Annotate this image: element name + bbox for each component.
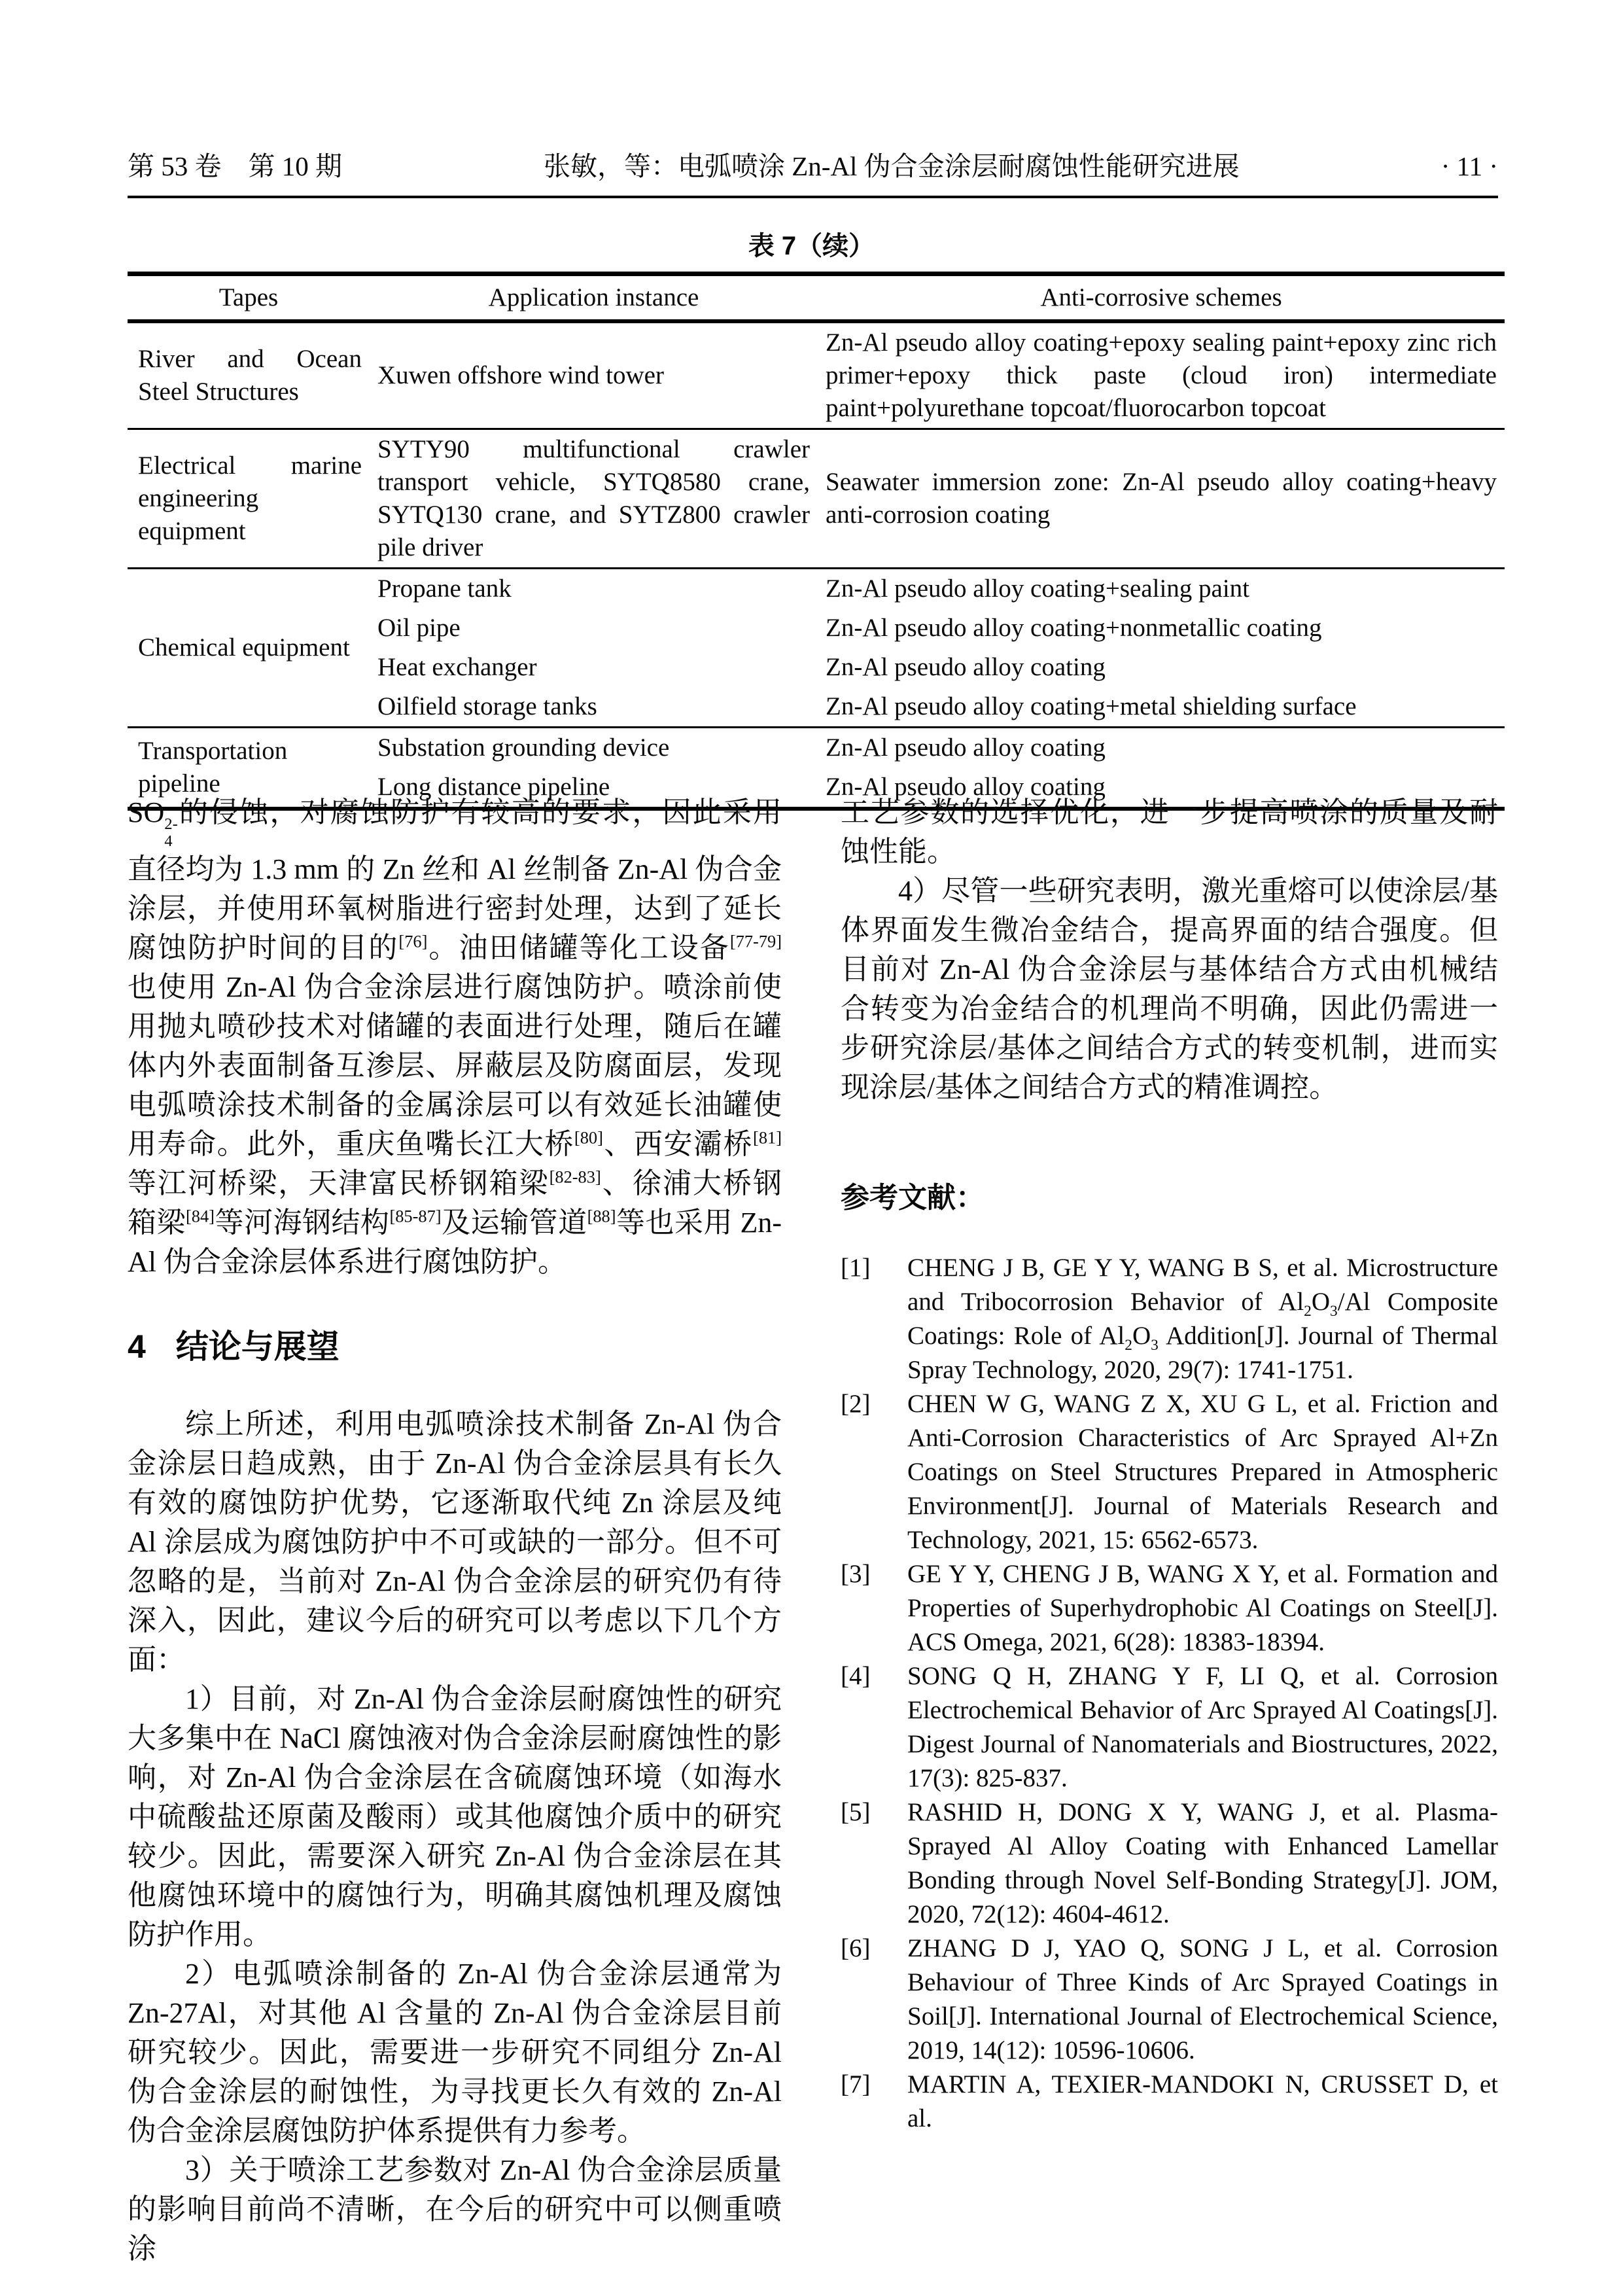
scheme-cell: Seawater immersion zone: Zn-Al pseudo alloy coating+heavy anti-corrosion coating — [818, 429, 1505, 569]
running-title: 张敏，等：电弧喷涂 Zn-Al 伪合金涂层耐腐蚀性能研究进展 — [544, 151, 1240, 181]
volume-issue: 第 53 卷 第 10 期 — [128, 151, 342, 181]
ref-number: [1] — [841, 1254, 871, 1282]
section-title: 结论与展望 — [175, 1328, 340, 1365]
scheme-cell: Zn-Al pseudo alloy coating+metal shielding surface — [826, 692, 1357, 720]
section-heading — [128, 1326, 782, 1367]
header-rule — [128, 196, 1498, 198]
instance-cell: SYTY90 multifunctional crawler transport vehicle, SYTQ8580 crane, SYTQ130 crane, and SYTZ800 crawler pile driver — [370, 429, 818, 569]
ref-text: GE Y Y, CHENG J B, WANG X Y, et al. Formation and Properties of Superhydrophobic Al Coatings on Steel[J]. ACS Omega, 2021, 6(28): 18383-18394. — [907, 1560, 1498, 1656]
reference-item — [841, 1795, 1498, 1932]
tape-cell: Chemical equipment — [128, 569, 370, 728]
ref-number: [5] — [841, 1798, 871, 1826]
reference-item — [841, 1557, 1498, 1659]
ref-text: CHEN W G, WANG Z X, XU G L, et al. Friction and Anti-Corrosion Characteristics of Arc Sprayed Al+Zn Coatings on Steel Structures Prepared in Atmospheric Environment[J]. Journal of Materials Research and Technology, 2021, 15: 6562-6573. — [907, 1390, 1498, 1554]
scheme-cell: Zn-Al pseudo alloy coating — [818, 728, 1505, 768]
tape-cell: River and Ocean Steel Structures — [128, 321, 370, 429]
scheme-cell: Zn-Al pseudo alloy coating — [826, 653, 1106, 681]
applications-table — [128, 272, 1505, 811]
tape-cell: Electrical marine engineering equipment — [128, 429, 370, 569]
scheme-cell: Zn-Al pseudo alloy coating+sealing paint — [818, 569, 1505, 609]
ref-number: [4] — [841, 1662, 871, 1690]
table-title: 表 7（续） — [748, 232, 875, 260]
instance-cell: Oilfield storage tanks — [377, 692, 597, 720]
ref-text: SONG Q H, ZHANG Y F, LI Q, et al. Corrosion Electrochemical Behavior of Arc Sprayed Al Coatings[J]. Digest Journal of Nanomaterials and Biostructures, 2022, 17(3): 825-837. — [907, 1662, 1498, 1792]
body-right-column — [841, 793, 1498, 2136]
reference-item — [841, 1387, 1498, 1557]
ref-text: ZHANG D J, YAO Q, SONG J L, et al. Corrosion Behaviour of Three Kinds of Arc Sprayed Coatings in Soil[J]. International Journal of Electrochemical Science, 2019, 14(12): 10596-10606. — [907, 1934, 1498, 2064]
reference-item — [841, 1659, 1498, 1795]
instance-cell: Long distance pipeline — [377, 773, 610, 801]
col-header-schemes: Anti-corrosive schemes — [818, 274, 1505, 322]
instance-cell: Oil pipe — [377, 614, 461, 642]
paragraph: 3）关于喷涂工艺参数对 Zn-Al 伪合金涂层质量的影响目前尚不清晰，在今后的研究中可以侧重喷涂 — [128, 2153, 782, 2265]
table-row — [128, 569, 1505, 609]
scheme-cell: Zn-Al pseudo alloy coating+epoxy sealing paint+epoxy zinc rich primer+epoxy thick paste (cloud iron) intermediate paint+polyurethane topcoat/fluorocarbon topcoat — [818, 321, 1505, 429]
table-row — [128, 429, 1505, 569]
table-header-row — [128, 274, 1505, 322]
ref-number: [7] — [841, 2070, 871, 2098]
instance-cell: Substation grounding device — [370, 728, 818, 768]
paragraph-continuation: 工艺参数的选择优化，进一步提高喷涂的质量及耐蚀性能。 — [841, 796, 1498, 868]
table-row — [128, 321, 1505, 429]
instance-cell: Propane tank — [370, 569, 818, 609]
ref-text: MARTIN A, TEXIER-MANDOKI N, CRUSSET D, et al. — [907, 2070, 1498, 2132]
reference-item — [841, 2068, 1498, 2136]
table-row — [128, 728, 1505, 768]
ref-number: [6] — [841, 1934, 871, 1962]
paragraph: 2）电弧喷涂制备的 Zn-Al 伪合金涂层通常为 Zn-27Al，对其他 Al 含量的 Zn-Al 伪合金涂层目前研究较少。因此，需要进一步研究不同组分 Zn-Al 伪合金涂层的耐蚀性，为寻找更长久有效的 Zn-Al 伪合金涂层腐蚀防护体系提供有力参考。 — [128, 1957, 782, 2147]
tape-cell: Transportation pipeline — [128, 728, 370, 809]
ref-text: CHENG J B, GE Y Y, WANG B S, et al. Microstructure and Tribocorrosion Behavior of $Al_2O_3/Al$ Composite Coatings: Role of $Al_2O_3$ Addition[J]. Journal of Thermal Spray Technology, 2020, 29(7): 1741-1751. — [907, 1254, 1499, 1384]
reference-item — [841, 1251, 1498, 1387]
col-header-application: Application instance — [370, 274, 818, 322]
page-header — [128, 149, 1498, 183]
page-number: · 11 · — [1440, 151, 1498, 181]
instance-cell: Xuwen offshore wind tower — [370, 321, 818, 429]
paragraph: 1）目前，对 Zn-Al 伪合金涂层耐腐蚀性的研究大多集中在 NaCl 腐蚀液对伪合金涂层耐腐蚀性的影响，对 Zn-Al 伪合金涂层在含硫腐蚀环境（如海水中硫酸盐还原菌及酸雨）或其他腐蚀介质中的研究较少。因此，需要深入研究 Zn-Al 伪合金涂层在其他腐蚀环境中的腐蚀行为，明确其腐蚀机理及腐蚀防护作用。 — [128, 1682, 782, 1951]
ref-text: RASHID H, DONG X Y, WANG J, et al. Plasma-Sprayed Al Alloy Coating with Enhanced Lamellar Bonding through Novel Self-Bonding Strategy[J]. JOM, 2020, 72(12): 4604-4612. — [907, 1798, 1498, 1928]
ref-number: [2] — [841, 1390, 871, 1418]
body-left-column — [128, 793, 782, 2269]
references-heading: 参考文献： — [841, 1182, 985, 1214]
scheme-cell: Zn-Al pseudo alloy coating — [826, 773, 1106, 801]
instance-cell: Heat exchanger — [377, 653, 537, 681]
section-number: 4 — [128, 1328, 146, 1365]
paragraph: 4）尽管一些研究表明，激光重熔可以使涂层/基体界面发生微冶金结合，提高界面的结合强度。但目前对 Zn-Al 伪合金涂层与基体结合方式由机械结合转变为冶金结合的机理尚不明确，因此仍需进一步研究涂层/基体之间结合方式的转变机制，进而实现涂层/基体之间结合方式的精准调控。 — [841, 875, 1498, 1103]
ref-number: [3] — [841, 1560, 871, 1588]
paragraph-continuation: SO 2- 4 的侵蚀，对腐蚀防护有较高的要求，因此采用直径均为 1.3 mm 的 Zn 丝和 Al 丝制备 Zn-Al 伪合金涂层，并使用环氧树脂进行密封处理，达到了延长腐蚀防护时间的目的[76]。油田储罐等化工设备[77-79]也使用 Zn-Al 伪合金涂层进行腐蚀防护。喷涂前使用抛丸喷砂技术对储罐的表面进行处理，随后在罐体内外表面制备互渗层、屏蔽层及防腐面层，发现电弧喷涂技术制备的金属涂层可以有效延长油罐使用寿命。此外，重庆鱼嘴长江大桥[80]、西安灞桥[81]等江河桥梁，天津富民桥钢箱梁[82-83]、徐浦大桥钢箱梁[84]等河海钢结构[85-87]及运输管道[88]等也采用 Zn-Al 伪合金涂层体系进行腐蚀防护。 — [128, 796, 782, 1278]
paragraph: 综上所述，利用电弧喷涂技术制备 Zn-Al 伪合金涂层日趋成熟，由于 Zn-Al 伪合金涂层具有长久有效的腐蚀防护优势，它逐渐取代纯 Zn 涂层及纯 Al 涂层成为腐蚀防护中不可或缺的一部分。但不可忽略的是，当前对 Zn-Al 伪合金涂层的研究仍有待深入，因此，建议今后的研究可以考虑以下几个方面： — [128, 1407, 782, 1676]
scheme-cell: Zn-Al pseudo alloy coating+nonmetallic coating — [826, 614, 1322, 642]
reference-item — [841, 1932, 1498, 2068]
col-header-tapes: Tapes — [128, 274, 370, 322]
